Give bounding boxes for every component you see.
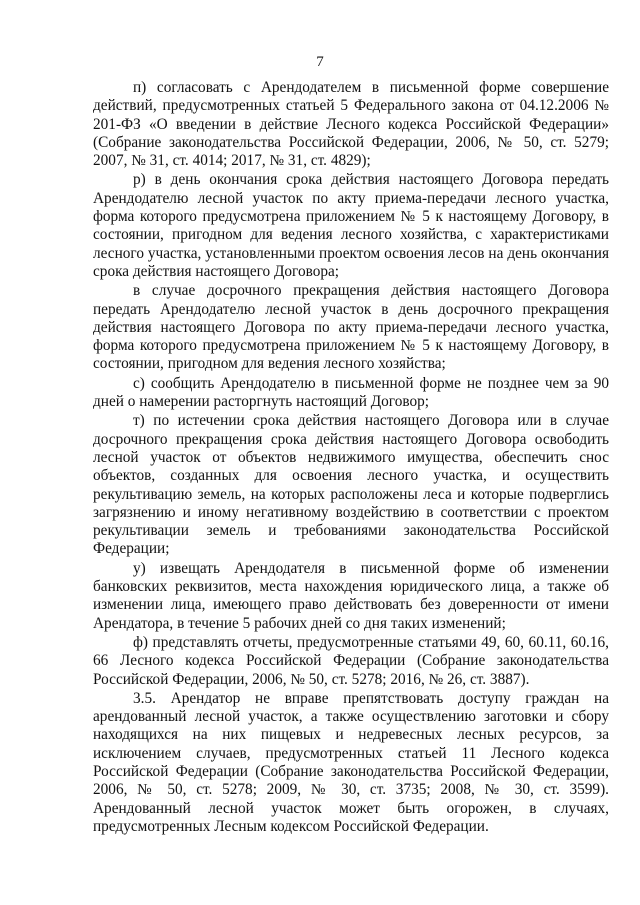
paragraph-item-r: р) в день окончания срока действия настоящего Договора передать Арендодателю лесной участок по акту приема-передачи лесного участка, форма которого предусмотрена приложением № 5 к настоящему Договору, в состоянии, пригодном для ведения лесного хозяйства, с характеристиками лесного участка, установленными проектом освоения лесов на день окончания срока действия настоящего Договора; [93, 171, 609, 280]
paragraph-item-t: т) по истечении срока действия настоящего Договора или в случае досрочного прекращения срока действия настоящего Договора освободить лесной участок от объектов недвижимого имущества, обеспечить снос объектов, созданных для освоения лесного участка, и осуществить рекультивацию земель, на которых расположены леса и которые подверглись загрязнению и иному негативному воздействию в соответствии с проектом рекультивации земель и требованиями законодательства Российской Федерации; [93, 412, 609, 558]
page-number: 7 [316, 54, 324, 70]
paragraph-item-f: ф) представлять отчеты, предусмотренные статьями 49, 60, 60.11, 60.16, 66 Лесного кодекса Российской Федерации (Собрание законодательства Российской Федерации, 2006, № 50, ст. 5278; 2016, № 26, ст. 3887). [93, 633, 609, 688]
paragraph-item-u: у) извещать Арендодателя в письменной форме об изменении банковских реквизитов, места нахождения юридического лица, а также об изменении лица, имеющего право действовать без доверенности от имени Арендатора, в течение 5 рабочих дней со дня таких изменений; [93, 559, 609, 632]
paragraph-clause-3-5: 3.5. Арендатор не вправе препятствовать доступу граждан на арендованный лесной участок, а также осуществлению заготовки и сбору находящихся на них пищевых и недревесных лесных ресурсов, за исключением случаев, предусмотренных статьей 11 Лесного кодекса Российской Федерации (Собрание законодательства Российской Федерации, 2006, № 50, ст. 5278; 2009, № 30, ст. 3735; 2008, № 30, ст. 3599). Арендованный лесной участок может быть огорожен, в случаях, предусмотренных Лесным кодексом Российской Федерации. [93, 689, 609, 835]
paragraph-item-s: с) сообщить Арендодателю в письменной форме не позднее чем за 90 дней о намерении расторгнуть настоящий Договор; [93, 374, 609, 411]
paragraph-item-p: п) согласовать с Арендодателем в письменной форме совершение действий, предусмотренных статьей 5 Федерального закона от 04.12.2006 № 201-ФЗ «О введении в действие Лесного кодекса Российской Федерации» (Собрание законодательства Российской Федерации, 2006, № 50, ст. 5279; 2007, № 31, ст. 4014; 2017, № 31, ст. 4829); [93, 79, 609, 170]
document-body [93, 79, 609, 836]
paragraph-early-termination: в случае досрочного прекращения действия настоящего Договора передать Арендодателю лесной участок в день досрочного прекращения действия настоящего Договора по акту приема-передачи лесного участка, форма которого предусмотрена приложением № 5 к настоящему Договору, в состоянии, пригодном для ведения лесного хозяйства; [93, 282, 609, 373]
